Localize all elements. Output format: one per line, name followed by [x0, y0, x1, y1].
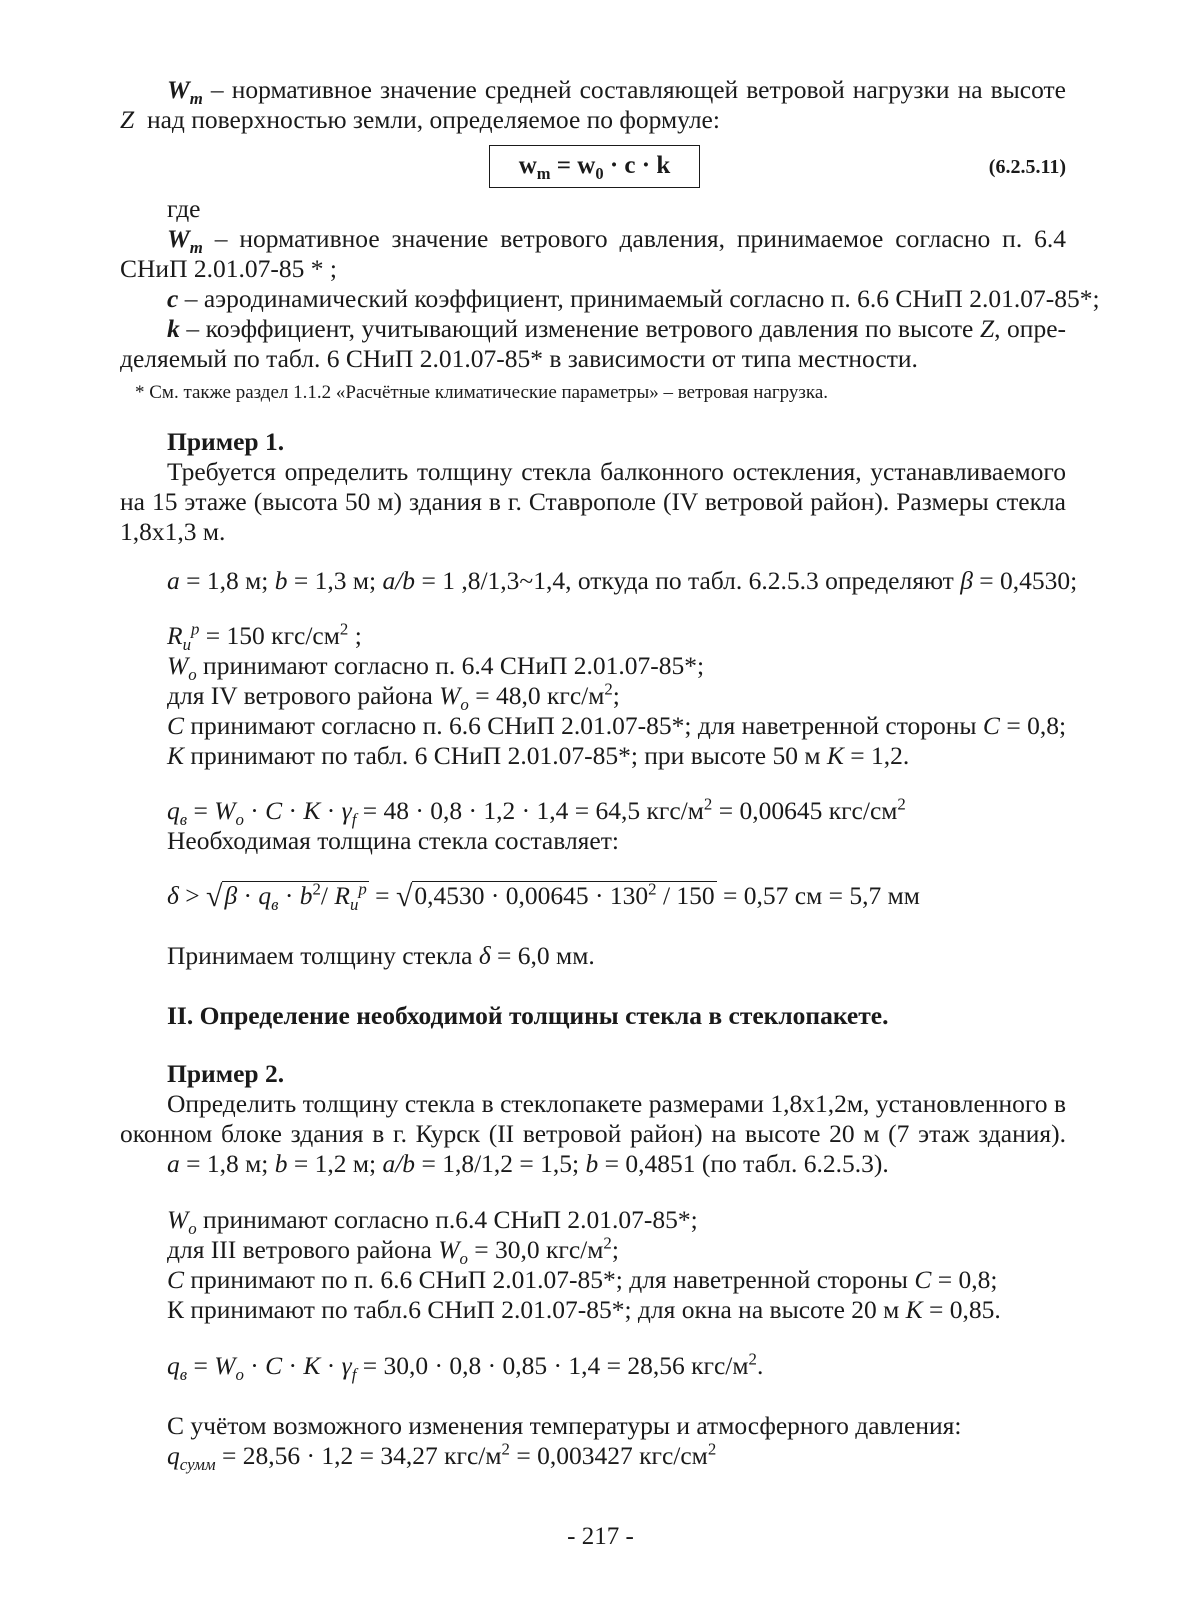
example-1-text-line-2: на 15 этаже (высота 50 м) здания в г. Ставрополе (IV ветровой район). Размеры стекла: [120, 487, 1066, 516]
example-2-w0-line-1: $W_o$ принимают согласно п.6.4 СНиП 2.01.07-85*;: [167, 1205, 698, 1239]
example-1-w0-line-1: $W_o$ принимают согласно п. 6.4 СНиП 2.01.07-85*;: [167, 651, 705, 685]
example-1-q-formula: $q_в = W_o \cdot C \cdot K \cdot \gamma_f = 48 \cdot 0,8 \cdot 1,2 \cdot 1,4 = 64,5$ кгс/$м^2 = 0,00645$ кгс/$см^2$: [167, 794, 906, 830]
example-2-q-formula: $q_в = W_o \cdot C \cdot K \cdot \gamma_f = 30,0 \cdot 0,8 \cdot 0,85 \cdot 1,4 = 28,56$ кгс/$м^2$.: [167, 1349, 764, 1385]
example-2-q-sum: $q_{сумм} = 28,56 \cdot 1,2 = 34,27$ кгс/$м^2 = 0,003427$ кгс/$см^2$: [167, 1439, 717, 1475]
example-2-dimensions: a = 1,8 м; b = 1,2 м; a/b = 1,8/1,2 = 1,5; b = 0,4851 (по табл. 6.2.5.3).: [167, 1149, 889, 1178]
example-2-text-line-2: оконном блоке здания в г. Курск (II ветровой район) на высоте 20 м (7 этаж здания).: [120, 1119, 1066, 1148]
example-1-text-line-3: 1,8х1,3 м.: [120, 517, 226, 546]
intro-line-1: $W_m$ – нормативное значение средней составляющей ветровой нагрузки на высоте: [167, 75, 1066, 109]
example-1-heading: Пример 1.: [167, 427, 285, 456]
example-1-k: K принимают по табл. 6 СНиП 2.01.07-85*; при высоте 50 м K = 1,2.: [167, 741, 910, 770]
example-2-w0-line-2: для III ветрового района $W_o = 30,0$ кгс/$м^2$;: [167, 1233, 619, 1269]
example-2-k: К принимают по табл.6 СНиП 2.01.07-85*; для окна на высоте 20 м K = 0,85.: [167, 1295, 1001, 1324]
example-1-ru: $R_u^p = 150$ кгс/$см^2$ ;: [167, 619, 362, 655]
example-1-c: C принимают согласно п. 6.6 СНиП 2.01.07-85*; для наветренной стороны C = 0,8;: [167, 711, 1067, 740]
definition-k-line-1: k – коэффициент, учитывающий изменение ветрового давления по высоте Z, опре-: [167, 314, 1067, 343]
definition-w0-line-2: СНиП 2.01.07-85 * ;: [120, 254, 337, 283]
example-2-text-line-1: Определить толщину стекла в стеклопакете размерами 1,8х1,2м, установленного в: [167, 1089, 1066, 1118]
where-label: где: [167, 194, 201, 223]
equation-number: (6.2.5.11): [988, 156, 1066, 178]
definition-w0-line-1: $W_m$ – нормативное значение ветрового давления, принимаемое согласно п. 6.4: [167, 224, 1067, 258]
definition-c: c – аэродинамический коэффициент, принимаемый согласно п. 6.6 СНиП 2.01.07-85*;: [167, 284, 1100, 313]
example-2-temperature-text: С учётом возможного изменения температуры и атмосферного давления:: [167, 1411, 962, 1440]
example-1-dimensions: a = 1,8 м; b = 1,3 м; a/b = 1 ,8/1,3~1,4, откуда по табл. 6.2.5.3 определяют β = 0,4530;: [167, 566, 1078, 595]
example-2-c: C принимают по п. 6.6 СНиП 2.01.07-85*; для наветренной стороны C = 0,8;: [167, 1265, 998, 1294]
example-1-w0-line-2: для IV ветрового района $W_o = 48,0$ кгс/$м^2$;: [167, 679, 620, 715]
page-number: - 217 -: [567, 1523, 634, 1550]
footnote: * См. также раздел 1.1.2 «Расчётные климатические параметры» – ветровая нагрузка.: [135, 382, 829, 403]
example-1-text-line-1: Требуется определить толщину стекла балконного остекления, устанавливаемого: [167, 457, 1066, 486]
example-2-heading: Пример 2.: [167, 1059, 285, 1088]
intro-line-2: Z над поверхностью земли, определяемое по формуле:: [120, 105, 720, 134]
section-2-heading: II. Определение необходимой толщины стекла в стеклопакете.: [167, 1001, 889, 1030]
definition-k-line-2: деляемый по табл. 6 СНиП 2.01.07-85* в зависимости от типа местности.: [120, 344, 918, 373]
formula-box: $w_m = w_0 \cdot c \cdot k$: [489, 145, 700, 188]
example-1-thickness-formula: $\delta > √\beta \cdot q_в \cdot b^2/$ $R_u^p = √0,4530 \cdot 0,00645 \cdot 130^2 / 150 = 0,57$ см = 5,7 мм: [167, 879, 920, 915]
example-1-need-text: Необходимая толщина стекла составляет:: [167, 826, 619, 855]
example-1-accept: Принимаем толщину стекла δ = 6,0 мм.: [167, 941, 595, 970]
